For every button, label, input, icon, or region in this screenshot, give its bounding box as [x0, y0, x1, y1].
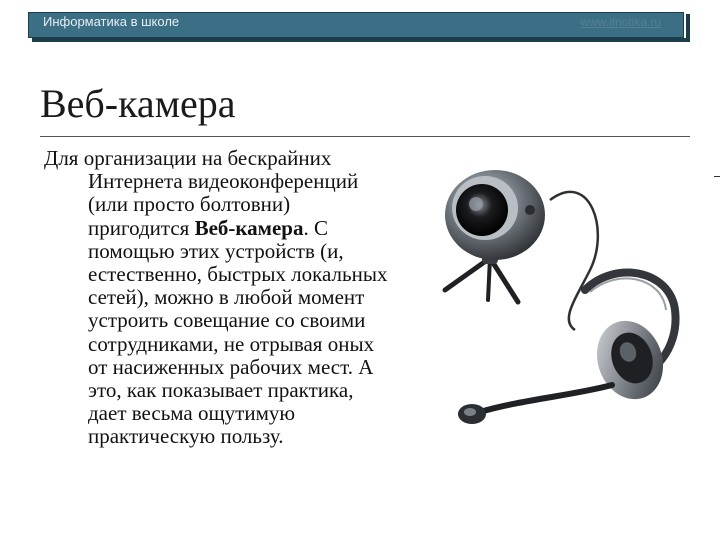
slide-title: Веб-камера — [40, 81, 236, 126]
title-divider — [40, 136, 690, 137]
webcam-with-headset-icon — [400, 150, 715, 450]
body-text-bold: Веб-камера — [194, 215, 304, 240]
header-bar-shadow-bottom — [32, 38, 690, 42]
slide-body-text — [44, 147, 394, 449]
header-title: Информатика в школе — [43, 14, 180, 29]
body-text-part1: Для организации на бескрайних Интернета видеоконференций (или просто болтовни) пригодится — [44, 146, 359, 240]
header-url-link[interactable]: www.ifnotika.ru — [580, 15, 661, 29]
body-text-part2: . С помощью этих устройств (и, естественно, быстрых локальных сетей), можно в любой момент устроить совещание со своими сотрудниками, не отрывая оных от насиженных рабочих мест. А это, как показывает практика, дает весьма ощутимую практическую пользу. — [88, 215, 388, 449]
slide-header-bar — [28, 12, 684, 38]
